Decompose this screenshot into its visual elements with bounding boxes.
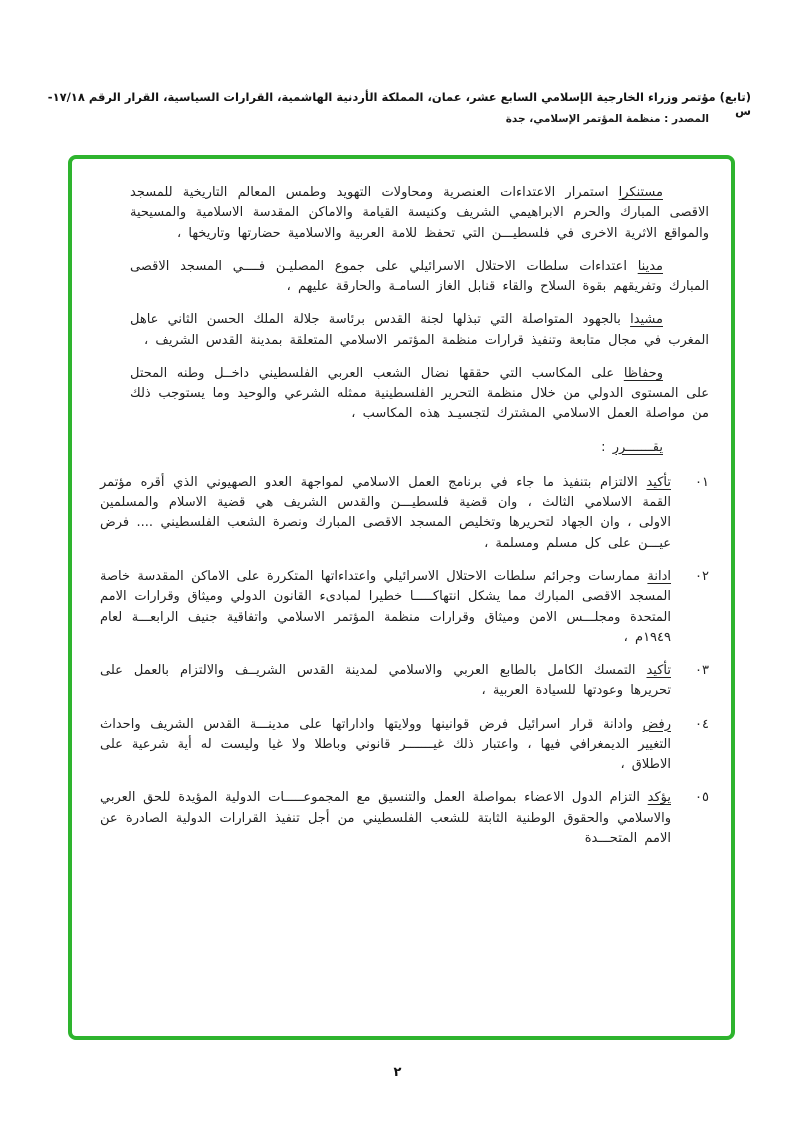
paragraph-lead-word: وحفاظا — [623, 365, 663, 381]
item-body-text: التمسك الكامل بالطابع العربي والاسلامي لمدينة القدس الشريــف والالتزام بالعمل على تحريرها وعودتها للسيادة العربية ، — [100, 663, 671, 699]
highlight-frame — [68, 155, 735, 1040]
paragraph-text: على المكاسب التي حققها نضال الشعب العربي الفلسطيني داخــل وطنه المحتل على المستوى الدولي من خلال منظمة التحرير الفلسطينية ممثله الشرعي والوحيد وما يستوجب ذلك من مواصلة العمل الاسلامي المشترك لتجسيـد هذه المكاسب ، — [130, 365, 709, 422]
item-number: ٠١ — [695, 474, 709, 490]
item-body-text: الالتزام بتنفيذ ما جاء في برنامج العمل الاسلامي لمواجهة العدو الصهيوني الذي أقره مؤتمر القمة الاسلامي الثالث ، وان قضية فلسطيـــن والقدس الشريف هي قضية الاسلام والمسلمين الاولى ، وان الجهاد لتحريرها وتخليص المسجد الاقصى المبارك ونصرة الشعب الفلسطيني .... فرض عيـــن على كل مسلم ومسلمة ، — [100, 474, 671, 551]
item-lead-word: تأكيد — [646, 663, 671, 679]
item-number: ٠٣ — [695, 663, 709, 679]
document-body — [100, 183, 709, 849]
list-item — [100, 788, 709, 849]
list-item — [100, 473, 709, 554]
paragraph — [130, 257, 709, 298]
source-line: المصدر : منظمة المؤتمر الإسلامي، جدة — [505, 113, 709, 125]
paragraph-lead-word: مشيدا — [630, 312, 663, 328]
item-body-text: ممارسات وجرائم سلطات الاحتلال الاسرائيلي واعتداءاتها المتكررة على الاماكن المقدسة خاصة المسجد الاقصى المبارك مما يشكل انتهاكـــــا خطيرا لمبادىء القانون الدولي وميثاق وقرارات الامم المتحدة ومجلـــس الامن وميثاق وقرارات منظمة المؤتمر الاسلامي واتفاقية جنيف الرابعـــة لعام ١٩٤٩م ، — [100, 568, 671, 645]
paragraph-lead-word: مدينا — [637, 258, 663, 274]
item-text — [100, 661, 671, 702]
item-text — [100, 567, 671, 648]
item-number: ٠٢ — [695, 568, 709, 584]
paragraph-lead-word: مستنكرا — [618, 185, 663, 200]
paragraph — [130, 183, 709, 244]
item-lead-word: ادانة — [647, 568, 672, 584]
item-lead-word: رفض — [642, 716, 671, 732]
item-number: ٠٥ — [695, 790, 709, 806]
item-body-text: التزام الدول الاعضاء بمواصلة العمل والتنسيق مع المجموعـــــات الدولية المؤيدة للحق العربي والاسلامي والحقوق الوطنية الثابتة للشعب الفلسطيني من أجل تنفيذ القرارات الدولية الصادرة عن الامم المتحـــدة — [100, 790, 671, 846]
paragraph-text: بالجهود المتواصلة التي تبذلها لجنة القدس برئاسة جلالة الملك الحسن الثاني عاهل المغرب في مجال متابعة وتنفيذ قرارات منظمة المؤتمر الاسلامي المتعلقة بمدينة القدس الشريف ، — [130, 312, 709, 348]
item-lead-word: تأكيد — [646, 474, 671, 490]
paragraph-text: اعتداءات سلطات الاحتلال الاسرائيلي على جموع المصليـن فــــي المسجد الاقصى المبارك وتفريقهم بقوة السلاح والقاء قنابل الغاز السامـة والحارقة عليهم ، — [130, 258, 709, 295]
document-header: (تابع) مؤتمر وزراء الخارجية الإسلامي السابع عشر، عمان، المملكة الأردنية الهاشمية، القرارات السياسية، القرار الرقم ١٧/١٨-س — [47, 90, 751, 118]
page-number: ٢ — [393, 1065, 402, 1080]
item-number: ٠٤ — [695, 716, 709, 732]
item-text — [100, 473, 671, 554]
paragraph — [130, 310, 709, 351]
item-body-text: وادانة قرار اسرائيل فرض قوانينها وولايتها واداراتها على مدينـــة القدس الشريف واحداث التغيير الديمغرافي فيها ، واعتبار ذلك غيـــــــر قانوني وباطلا ولا غيا وليست له أية شرعية على الاطلاق ، — [100, 716, 671, 773]
item-text — [100, 788, 671, 849]
paragraph-text: استمرار الاعتداءات العنصرية ومحاولات التهويد وطمس المعالم التاريخية للمسجد الاقصى المبارك والحرم الابراهيمي الشريف وكنيسة القيامة والاماكن المقدسة الاسلامية والمسيحية والمواقع الاثرية الاخرى في فلسطيـــن التي تحفظ للامة العربية والاسلامية حضارتها وتاريخها ، — [130, 185, 709, 241]
paragraph — [130, 364, 709, 425]
item-lead-word: يؤكد — [647, 790, 671, 806]
decree-colon: : — [601, 439, 606, 455]
item-text — [100, 715, 671, 776]
list-item — [100, 567, 709, 648]
list-item — [100, 661, 709, 702]
decree-heading-word: يقـــــــرر — [612, 439, 663, 455]
list-item — [100, 715, 709, 776]
decree-heading — [100, 438, 709, 458]
